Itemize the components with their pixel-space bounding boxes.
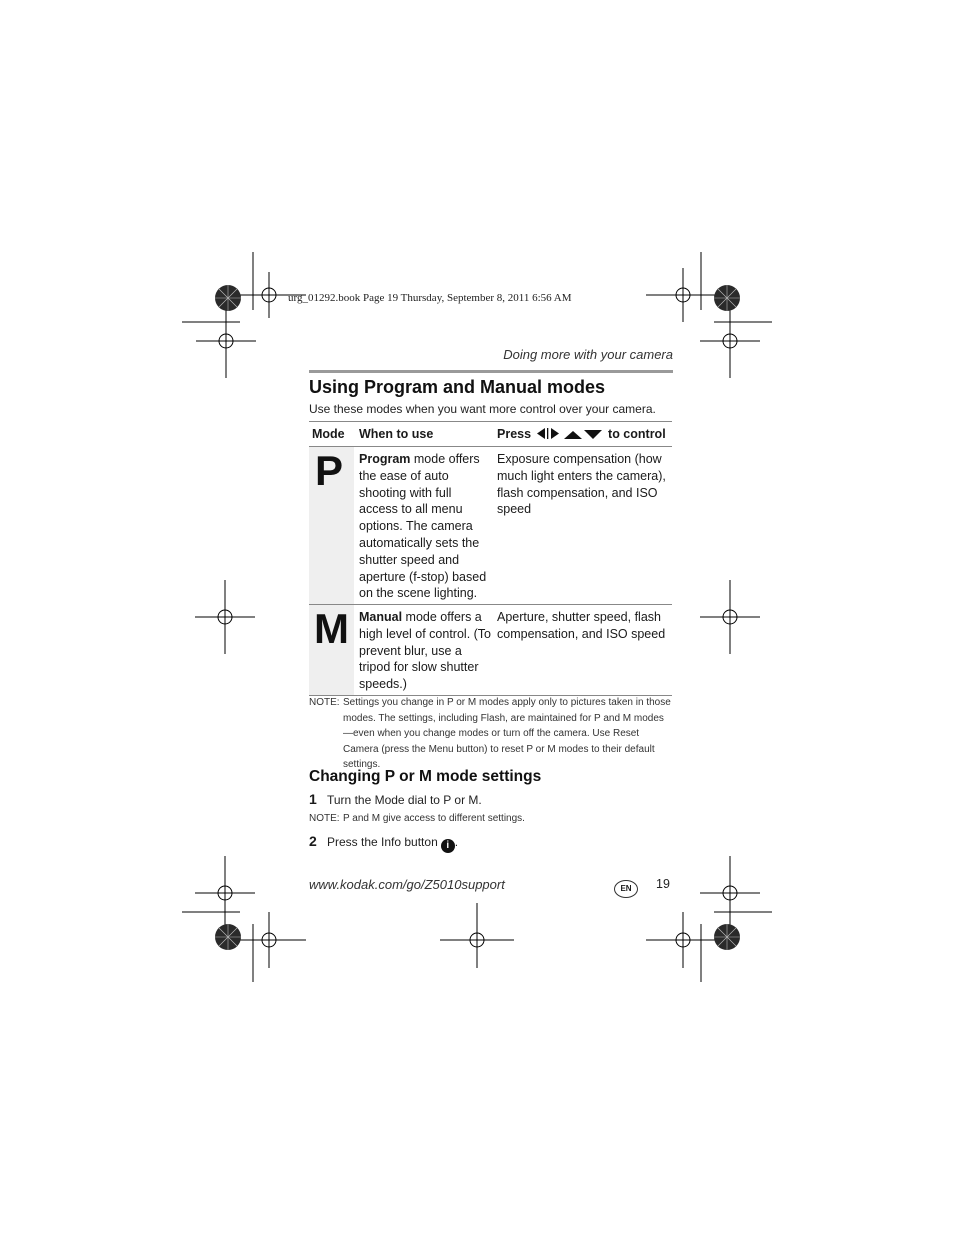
crosshair-icon xyxy=(646,912,720,968)
modes-table xyxy=(309,421,672,696)
crosshair-icon xyxy=(700,304,760,378)
down-arrow-icon xyxy=(584,430,602,439)
starburst-icon xyxy=(215,285,241,311)
crosshair-icon xyxy=(700,580,760,654)
header-mode: Mode xyxy=(312,427,345,441)
step-number: 2 xyxy=(309,833,317,849)
section-title: Changing P or M mode settings xyxy=(309,768,542,785)
crosshair-icon xyxy=(195,580,255,654)
nav-arrows xyxy=(537,428,603,439)
starburst-icon xyxy=(714,924,740,950)
up-arrow-icon xyxy=(564,431,582,439)
note-text: Settings you change in P or M modes apply only to pictures taken in those modes. The settings, including Flash, are maintained for P and M modes—even when you change modes or turn off the camera. Use Reset Camera (press the Menu button) to reset P or M modes to their default settings. xyxy=(343,697,671,770)
language-badge: EN xyxy=(614,880,638,898)
when-to-use: Program mode offers the ease of auto shooting with full access to all menu options. The camera automatically sets the shutter speed and aperture (f-stop) based on the scene lighting. xyxy=(359,452,487,601)
crosshair-icon xyxy=(232,912,306,968)
program-mode-icon: P xyxy=(315,447,344,494)
crosshair-icon xyxy=(646,268,720,322)
starburst-icon xyxy=(215,924,241,950)
page-title: Using Program and Manual modes xyxy=(309,377,606,397)
running-header: Doing more with your camera xyxy=(503,347,673,362)
crosshair-icon xyxy=(195,856,255,930)
header-rule xyxy=(309,370,673,373)
table-header xyxy=(309,421,672,447)
info-button-icon: i xyxy=(441,839,455,853)
crosshair-icon xyxy=(700,856,760,930)
controls: Exposure compensation (how much light enters the camera), flash compensation, and ISO speed xyxy=(497,452,666,517)
crosshair-icon xyxy=(440,903,514,968)
page-number: 19 xyxy=(656,877,670,891)
when-to-use: Manual mode offers a high level of control. (To prevent blur, use a tripod for slow shutter speeds.) xyxy=(359,610,492,692)
step-number: 1 xyxy=(309,791,317,807)
mode-cell xyxy=(309,605,354,695)
step-2 xyxy=(309,833,317,851)
table-row xyxy=(309,447,672,605)
right-arrow-icon xyxy=(551,428,559,439)
manual-mode-icon: M xyxy=(314,605,349,652)
step-note-text: P and M give access to different settings. xyxy=(343,813,525,824)
left-arrow-icon xyxy=(537,428,545,439)
controls: Aperture, shutter speed, flash compensation, and ISO speed xyxy=(497,610,666,641)
starburst-icon xyxy=(714,285,740,311)
step-text: Press the Info button i . xyxy=(327,835,459,851)
step-text: Turn the Mode dial to P or M. xyxy=(327,793,482,807)
intro-text: Use these modes when you want more control over your camera. xyxy=(309,402,656,416)
header-when: When to use xyxy=(359,427,434,441)
note-label: NOTE: xyxy=(309,697,340,708)
footer-url: www.kodak.com/go/Z5010support xyxy=(309,877,505,892)
crosshair-icon xyxy=(196,304,256,378)
mode-cell xyxy=(309,447,354,604)
table-row xyxy=(309,605,672,696)
header-press: Press to control xyxy=(497,427,666,441)
step-1 xyxy=(309,791,317,809)
file-header: urg_01292.book Page 19 Thursday, September 8, 2011 6:56 AM xyxy=(288,292,572,304)
step-note-label: NOTE: xyxy=(309,813,340,824)
